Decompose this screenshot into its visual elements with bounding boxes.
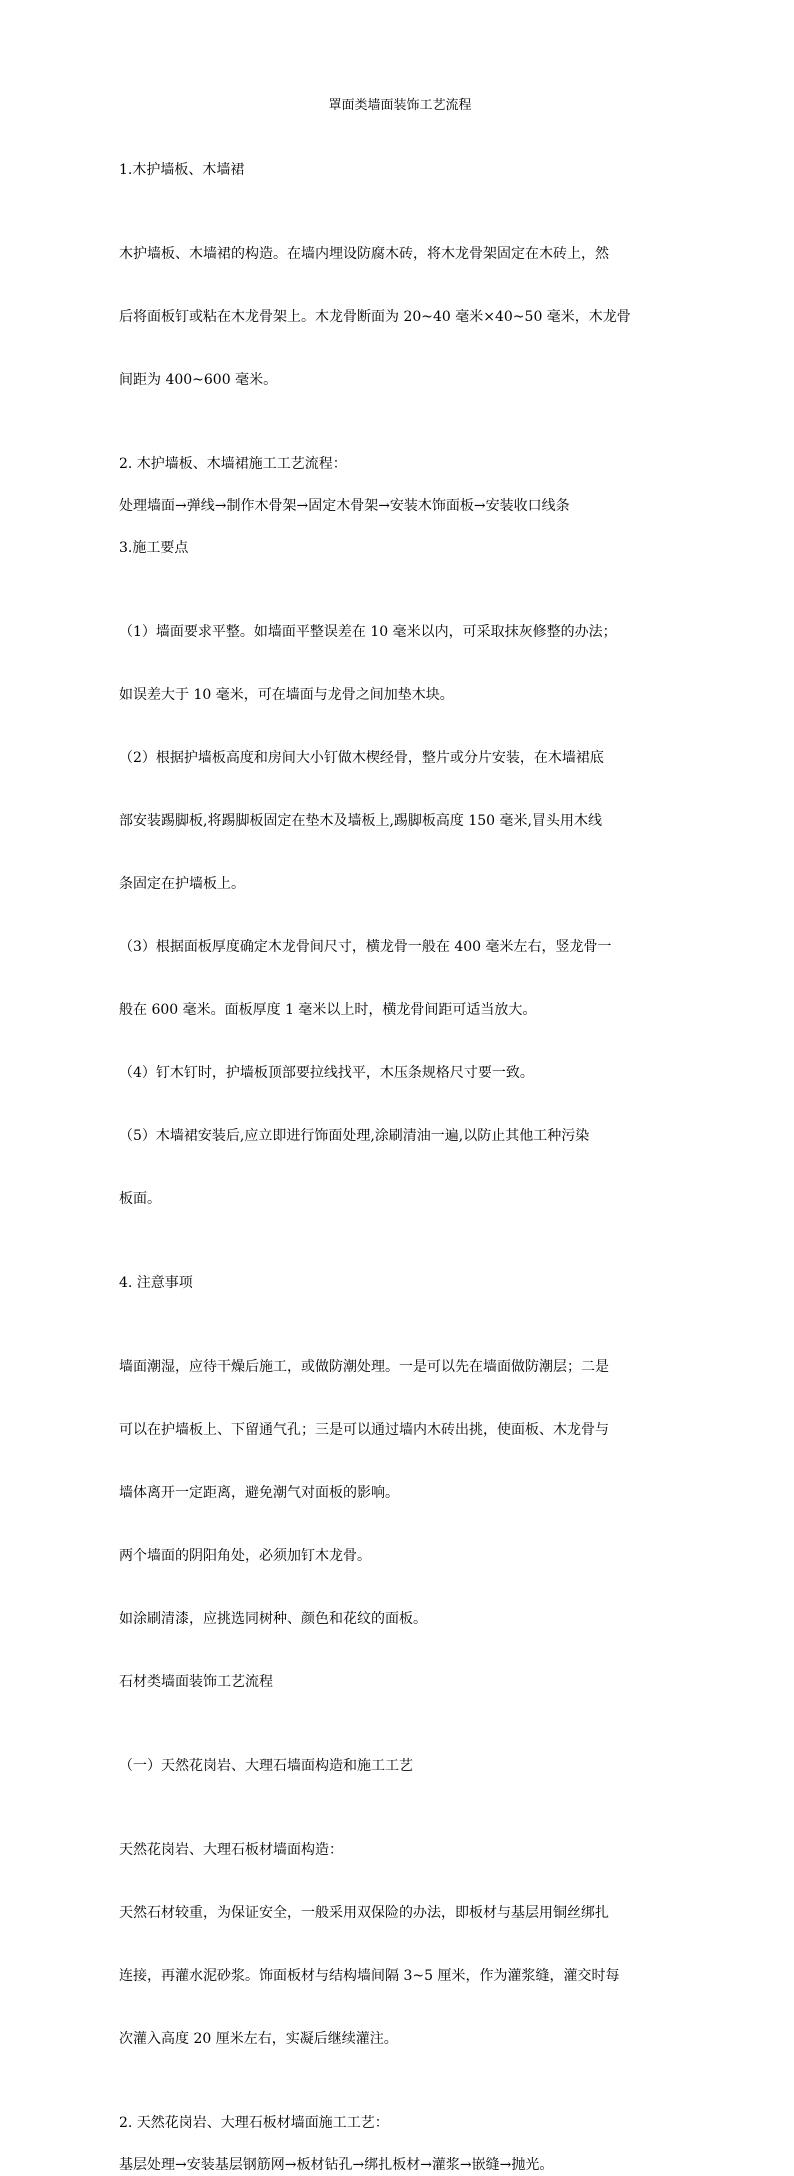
item-line: （2）根据护墙板高度和房间大小钉做木楔经骨，整片或分片安装，在木墙裙底 — [119, 750, 604, 766]
item-line: 条固定在护墙板上。 — [119, 876, 245, 892]
section-3-heading: 3.施工要点 — [119, 540, 189, 556]
body-line: 石材类墙面装饰工艺流程 — [119, 1674, 273, 1690]
section-1-heading: 1.木护墙板、木墙裙 — [119, 162, 245, 178]
item-line: （1）墙面要求平整。如墙面平整误差在 10 毫米以内，可采取抹灰修整的办法； — [119, 624, 617, 640]
body-line: 墙体离开一定距离，避免潮气对面板的影响。 — [119, 1485, 399, 1501]
body-line: 两个墙面的阴阳角处，必须加钉木龙骨。 — [119, 1548, 371, 1564]
section-2-heading: 2. 木护墙板、木墙裙施工工艺流程： — [119, 456, 347, 472]
item-line: 板面。 — [119, 1191, 161, 1207]
section-5-body — [119, 1798, 681, 2092]
body-line: 可以在护墙板上、下留通气孔；三是可以通过墙内木砖出挑，使面板、木龙骨与 — [119, 1422, 609, 1438]
body-line: 木护墙板、木墙裙的构造。在墙内埋设防腐木砖，将木龙骨架固定在木砖上，然 — [119, 246, 609, 262]
section-4-heading: 4. 注意事项 — [119, 1275, 193, 1291]
body-line: 后将面板钉或粘在木龙骨架上。木龙骨断面为 20~40 毫米×40~50 毫米，木龙骨 — [119, 309, 631, 325]
item-line: （3）根据面板厚度确定木龙骨间尺寸，横龙骨一般在 400 毫米左右，竖龙骨一 — [119, 939, 612, 955]
body-line: 天然石材较重，为保证安全，一般采用双保险的办法，即板材与基层用铜丝绑扎 — [119, 1905, 609, 1921]
section-5-heading: （一）天然花岗岩、大理石墙面构造和施工工艺 — [119, 1758, 413, 1774]
body-line: 墙面潮湿，应待干燥后施工，或做防潮处理。一是可以先在墙面做防潮层；二是 — [119, 1359, 609, 1375]
body-line: 间距为 400~600 毫米。 — [119, 372, 278, 388]
document-title: 罩面类墙面装饰工艺流程 — [328, 98, 472, 113]
section-6-flow: 基层处理→安装基层钢筋网→板材钻孔→绑扎板材→灌浆→嵌缝→抛光。 — [119, 2157, 554, 2173]
section-3-items — [119, 580, 681, 1252]
item-line: 如误差大于 10 毫米，可在墙面与龙骨之间加垫木块。 — [119, 687, 454, 703]
document-page — [119, 96, 681, 2176]
body-line: 天然花岗岩、大理石板材墙面构造： — [119, 1842, 343, 1858]
section-6-heading: 2. 天然花岗岩、大理石板材墙面施工工艺： — [119, 2115, 389, 2131]
item-line: 部安装踢脚板,将踢脚板固定在垫木及墙板上,踢脚板高度 150 毫米,冒头用木线 — [119, 813, 602, 829]
body-line: 连接，再灌水泥砂浆。饰面板材与结构墙间隔 3~5 厘米，作为灌浆缝，灌交时每 — [119, 1968, 620, 1984]
item-line: 般在 600 毫米。面板厚度 1 毫米以上时，横龙骨间距可适当放大。 — [119, 1002, 537, 1018]
body-line: 次灌入高度 20 厘米左右，实凝后继续灌注。 — [119, 2031, 398, 2047]
section-1-body — [119, 202, 681, 433]
section-4-body — [119, 1315, 681, 1735]
body-line: 如涂刷清漆，应挑选同树种、颜色和花纹的面板。 — [119, 1611, 427, 1627]
section-2-flow: 处理墙面→弹线→制作木骨架→固定木骨架→安装木饰面板→安装收口线条 — [119, 498, 570, 514]
item-line: （4）钉木钉时，护墙板顶部要拉线找平，木压条规格尺寸要一致。 — [119, 1065, 534, 1081]
item-line: （5）木墙裙安装后,应立即进行饰面处理,涂刷清油一遍,以防止其他工种污染 — [119, 1128, 590, 1144]
